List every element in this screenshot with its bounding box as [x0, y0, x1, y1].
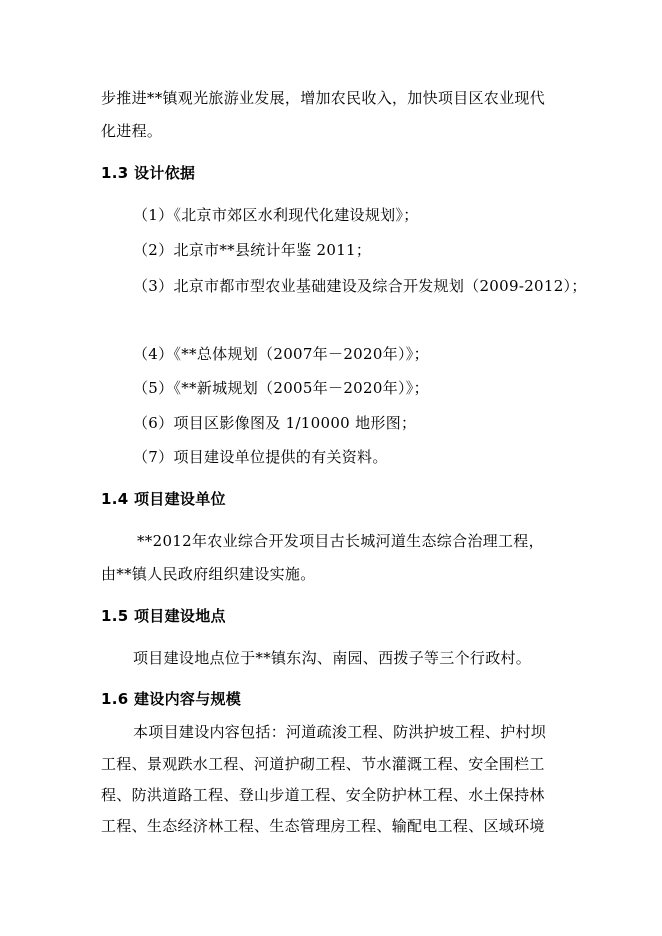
section-1-6-line-4: 工程、生态经济林工程、生态管理房工程、输配电工程、区域环境 [101, 817, 545, 835]
section-1-6-heading: 1.6 建设内容与规模 [101, 690, 242, 708]
section-1-4-line-1: **2012年农业综合开发项目古长城河道生态综合治理工程， [137, 532, 544, 550]
reference-item-5: （5）《**新城规划（2005年－2020年）》； [133, 379, 429, 397]
intro-line-2: 化进程。 [101, 122, 163, 140]
reference-item-2: （2）北京市**县统计年鉴 2011； [133, 241, 372, 259]
intro-line-1: 步推进**镇观光旅游业发展，增加农民收入，加快项目区农业现代 [101, 89, 546, 107]
reference-item-6: （6）项目区影像图及 1/10000 地形图； [133, 414, 417, 432]
reference-item-1: （1）《北京市郊区水利现代化建设规划》； [133, 206, 419, 224]
reference-item-7: （7）项目建设单位提供的有关资料。 [133, 448, 388, 466]
section-1-4-heading: 1.4 项目建设单位 [101, 490, 226, 508]
section-1-5-line-1: 项目建设地点位于**镇东沟、南园、西拨子等三个行政村。 [133, 649, 532, 667]
section-1-6-line-1: 本项目建设内容包括：河道疏浚工程、防洪护坡工程、护村坝 [133, 723, 547, 741]
reference-item-4: （4）《**总体规划（2007年－2020年）》； [133, 345, 429, 363]
section-1-6-line-3: 程、防洪道路工程、登山步道工程、安全防护林工程、水土保持林 [101, 786, 545, 804]
section-1-3-heading: 1.3 设计依据 [101, 164, 196, 182]
reference-item-3: （3）北京市都市型农业基础建设及综合开发规划（2009-2012）； [133, 277, 587, 295]
section-1-5-heading: 1.5 项目建设地点 [101, 607, 226, 625]
section-1-6-line-2: 工程、景观跌水工程、河道护砌工程、节水灌溉工程、安全围栏工 [101, 755, 545, 773]
section-1-4-line-2: 由**镇人民政府组织建设实施。 [101, 565, 316, 583]
